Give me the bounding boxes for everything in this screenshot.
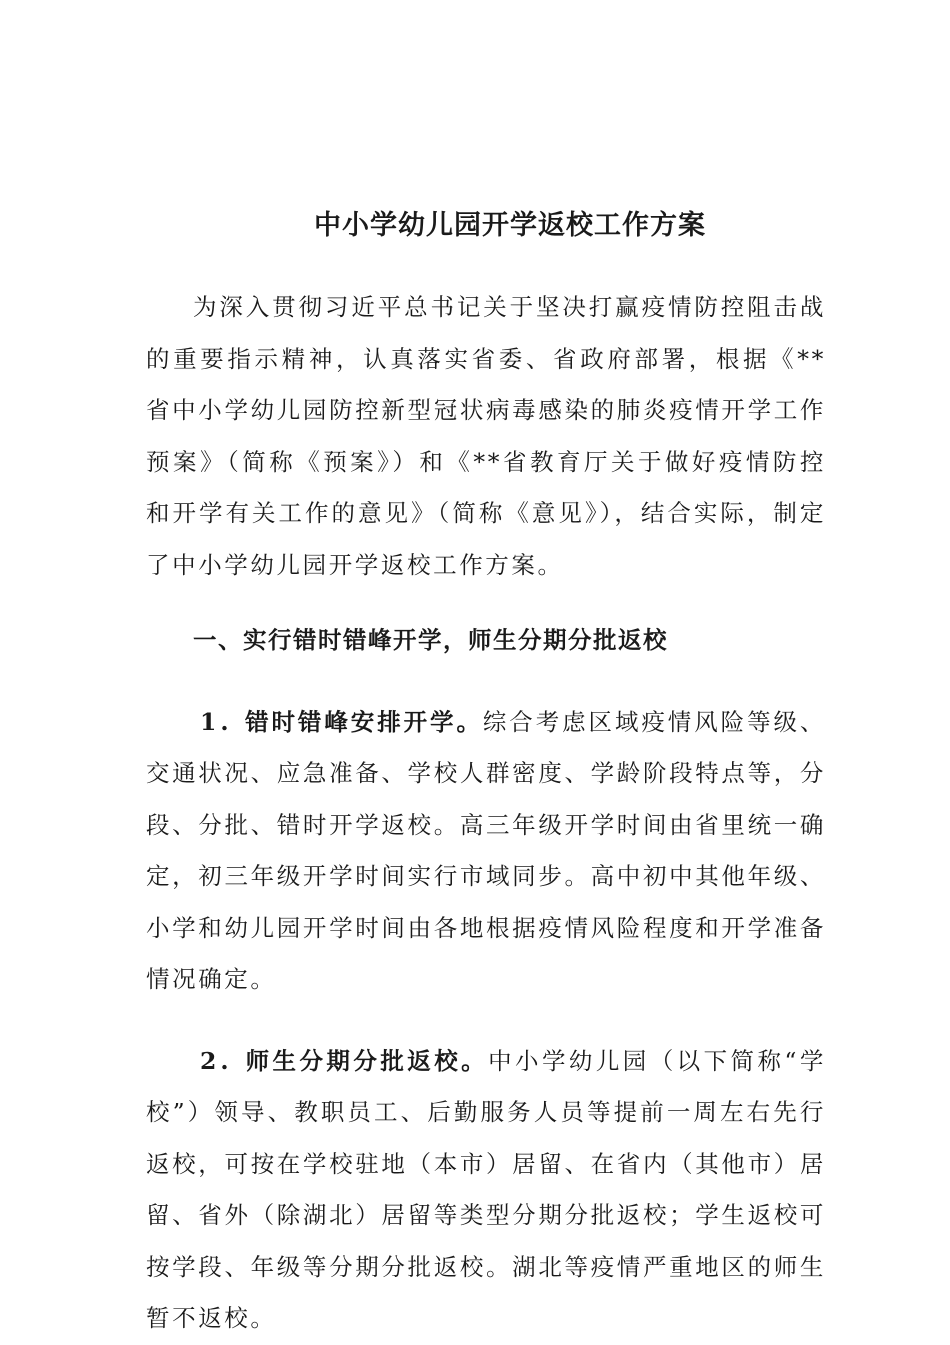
item-number: 2. (200, 1046, 246, 1075)
list-item (146, 1036, 826, 1345)
item-number: 1. (200, 707, 246, 736)
intro-paragraph: 为深入贯彻习近平总书记关于坚决打赢疫情防控阻击战的重要指示精神，认真落实省委、省政府部署，根据《**省中小学幼儿园防控新型冠状病毒感染的肺炎疫情开学工作预案》（简称《预案》）和《**省教育厅关于做好疫情防控和开学有关工作的意见》（简称《意见》），结合实际，制定了中小学幼儿园开学返校工作方案。 (146, 293, 826, 579)
item-lead: 错时错峰安排开学。 (245, 707, 483, 736)
section-heading: 一、实行错时错峰开学，师生分期分批返校 (193, 626, 668, 654)
item-lead: 师生分期分批返校。 (245, 1046, 489, 1075)
list-item (146, 697, 826, 1006)
document-title: 中小学幼儿园开学返校工作方案 (314, 210, 706, 241)
document-body (146, 282, 826, 1345)
item-text: 中小学幼儿园（以下简称“学校”）领导、教职员工、后勤服务人员等提前一周左右先行返校，可按在学校驻地（本市）居留、在省内（其他市）居留、省外（除湖北）居留等类型分期分批返校；学生返校可按学段、年级等分期分批返校。湖北等疫情严重地区的师生暂不返校。 (146, 1046, 826, 1332)
item-text: 综合考虑区域疫情风险等级、交通状况、应急准备、学校人群密度、学龄阶段特点等，分段、分批、错时开学返校。高三年级开学时间由省里统一确定，初三年级开学时间实行市域同步。高中初中其他年级、小学和幼儿园开学时间由各地根据疫情风险程度和开学准备情况确定。 (146, 707, 827, 993)
